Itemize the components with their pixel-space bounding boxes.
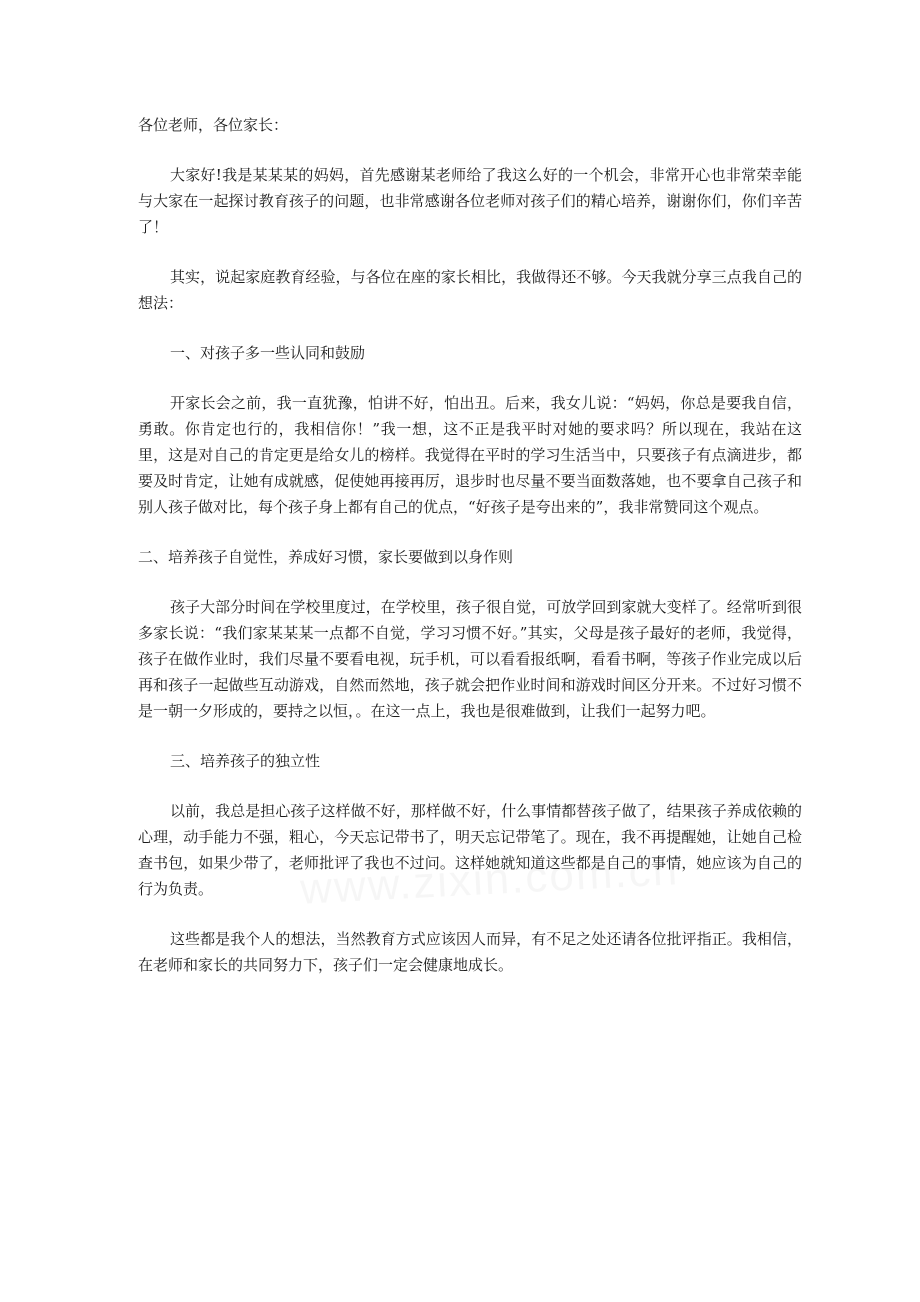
section-2-paragraph: 孩子大部分时间在学校里度过，在学校里，孩子很自觉，可放学回到家就大变样了。经常听到很多家长说：“我们家某某某一点都不自觉，学习习惯不好。”其实，父母是孩子最好的老师，我觉得，孩子在做作业时，我们尽量不要看电视，玩手机，可以看看报纸啊，看看书啊，等孩子作业完成以后再和孩子一起做些互动游戏，自然而然地，孩子就会把作业时间和游戏时间区分开来。不过好习惯不是一朝一夕形成的，要持之以恒，。在这一点上，我也是很难做到，让我们一起努力吧。 <box>138 598 802 720</box>
section-1-paragraph: 开家长会之前，我一直犹豫，怕讲不好，怕出丑。后来，我女儿说：“妈妈，你总是要我自信，勇敢。你肯定也行的，我相信你！”我一想，这不正是我平时对她的要求吗？所以现在，我站在这里，这是对自己的肯定更是给女儿的榜样。我觉得在平时的学习生活当中，只要孩子有点滴进步，都要及时肯定，让她有成就感，促使她再接再厉，退步时也尽量不要当面数落她，也不要拿自己孩子和别人孩子做对比，每个孩子身上都有自己的优点，“好孩子是夸出来的”，我非常赞同这个观点。 <box>138 394 802 516</box>
intro-paragraph: 其实，说起家庭教育经验，与各位在座的家长相比，我做得还不够。今天我就分享三点我自己的想法： <box>138 268 802 312</box>
section-heading-3: 三、培养孩子的独立性 <box>170 752 321 770</box>
section-heading-2: 二、培养孩子自觉性，养成好习惯，家长要做到以身作则 <box>138 548 514 566</box>
closing-paragraph: 这些都是我个人的想法，当然教育方式应该因人而异，有不足之处还请各位批评指正。我相信，在老师和家长的共同努力下，孩子们一定会健康地成长。 <box>138 930 802 974</box>
salutation: 各位老师，各位家长： <box>138 116 289 134</box>
section-heading-1: 一、对孩子多一些认同和鼓励 <box>170 344 366 362</box>
opening-paragraph: 大家好!我是某某某的妈妈，首先感谢某老师给了我这么好的一个机会，非常开心也非常荣幸能与大家在一起探讨教育孩子的问题，也非常感谢各位老师对孩子们的精心培养，谢谢你们，你们辛苦了！ <box>138 166 802 236</box>
section-3-paragraph: 以前，我总是担心孩子这样做不好，那样做不好，什么事情都替孩子做了，结果孩子养成依赖的心理，动手能力不强，粗心，今天忘记带书了，明天忘记带笔了。现在，我不再提醒她，让她自己检查书包，如果少带了，老师批评了我也不过问。这样她就知道这些都是自己的事情，她应该为自己的行为负责。 <box>138 802 802 898</box>
